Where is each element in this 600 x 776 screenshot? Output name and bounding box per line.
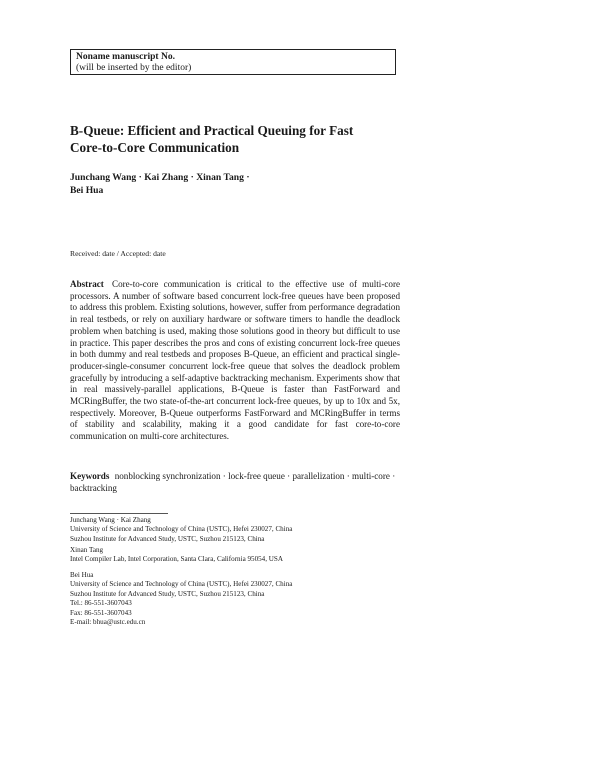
affiliation-block (70, 571, 400, 627)
affiliation-block (70, 516, 400, 544)
manuscript-label: Noname manuscript No. (76, 52, 175, 62)
received-accepted-dates: Received: date / Accepted: date (70, 249, 166, 258)
abstract-label: Abstract (70, 279, 104, 289)
authors-line-1: Junchang Wang · Kai Zhang · Xinan Tang · (70, 172, 250, 183)
affiliation-line: Fax: 86-551-3607043 (70, 608, 132, 617)
editor-note: (will be inserted by the editor) (76, 63, 192, 73)
paper-title (70, 123, 400, 156)
affiliation-names: Bei Hua (70, 571, 94, 579)
affiliation-names: Junchang Wang · Kai Zhang (70, 516, 151, 524)
affiliation-line: Suzhou Institute for Advanced Study, USTC, Suzhou 215123, China (70, 534, 265, 543)
affiliation-line: Tel.: 86-551-3607043 (70, 599, 132, 608)
manuscript-box (70, 49, 396, 75)
email-line[interactable]: E-mail: bhua@ustc.edu.cn (70, 618, 146, 627)
affiliation-names: Xinan Tang (70, 546, 104, 554)
keywords-label: Keywords (70, 471, 110, 481)
author-list (70, 172, 400, 197)
affiliation-line: Suzhou Institute for Advanced Study, USTC, Suzhou 215123, China (70, 589, 265, 598)
keywords (70, 471, 400, 494)
abstract-text: Core-to-core communication is critical to the effective use of multi-core processors. A number of software based concurrent lock-free queues have been proposed to address this problem. Existing solutions, however, suffer from performance degradation in real testbeds, or rely on auxiliary hardware or software timers to handle the deadlock problem when batching is used, making those solutions good in theory but difficult to use in practice. This paper describes the pros and cons of existing concurrent lock-free queues in both dummy and real testbeds and proposes B-Queue, an efficient and practical single-producer-single-consumer concurrent lock-free queue that solves the deadlock problem gracefully by introducing a self-adaptive backtracking mechanism. Experiments show that in real massively-parallel applications, B-Queue is faster than FastForward and MCRingBuffer, the two state-of-the-art concurrent lock-free queues, by up to 10x and 5x, respectively. Moreover, B-Queue outperforms FastForward and MCRingBuffer in terms of stability and scalability, making it a good candidate for fast core-to-core communication on multi-core architectures. (70, 279, 401, 442)
abstract (70, 279, 400, 443)
affiliation-line: University of Science and Technology of China (USTC), Hefei 230027, China (70, 580, 293, 589)
title-line-1: B-Queue: Efficient and Practical Queuing for Fast (70, 123, 354, 138)
affiliation-line: University of Science and Technology of China (USTC), Hefei 230027, China (70, 525, 293, 534)
keywords-text: nonblocking synchronization · lock-free queue · parallelization · multi-core · backtracking (70, 471, 396, 493)
footnote-rule (70, 513, 168, 514)
title-line-2: Core-to-Core Communication (70, 139, 240, 155)
affiliation-block (70, 546, 400, 565)
authors-line-2: Bei Hua (70, 184, 104, 196)
affiliation-line: Intel Compiler Lab, Intel Corporation, Santa Clara, California 95054, USA (70, 555, 283, 564)
